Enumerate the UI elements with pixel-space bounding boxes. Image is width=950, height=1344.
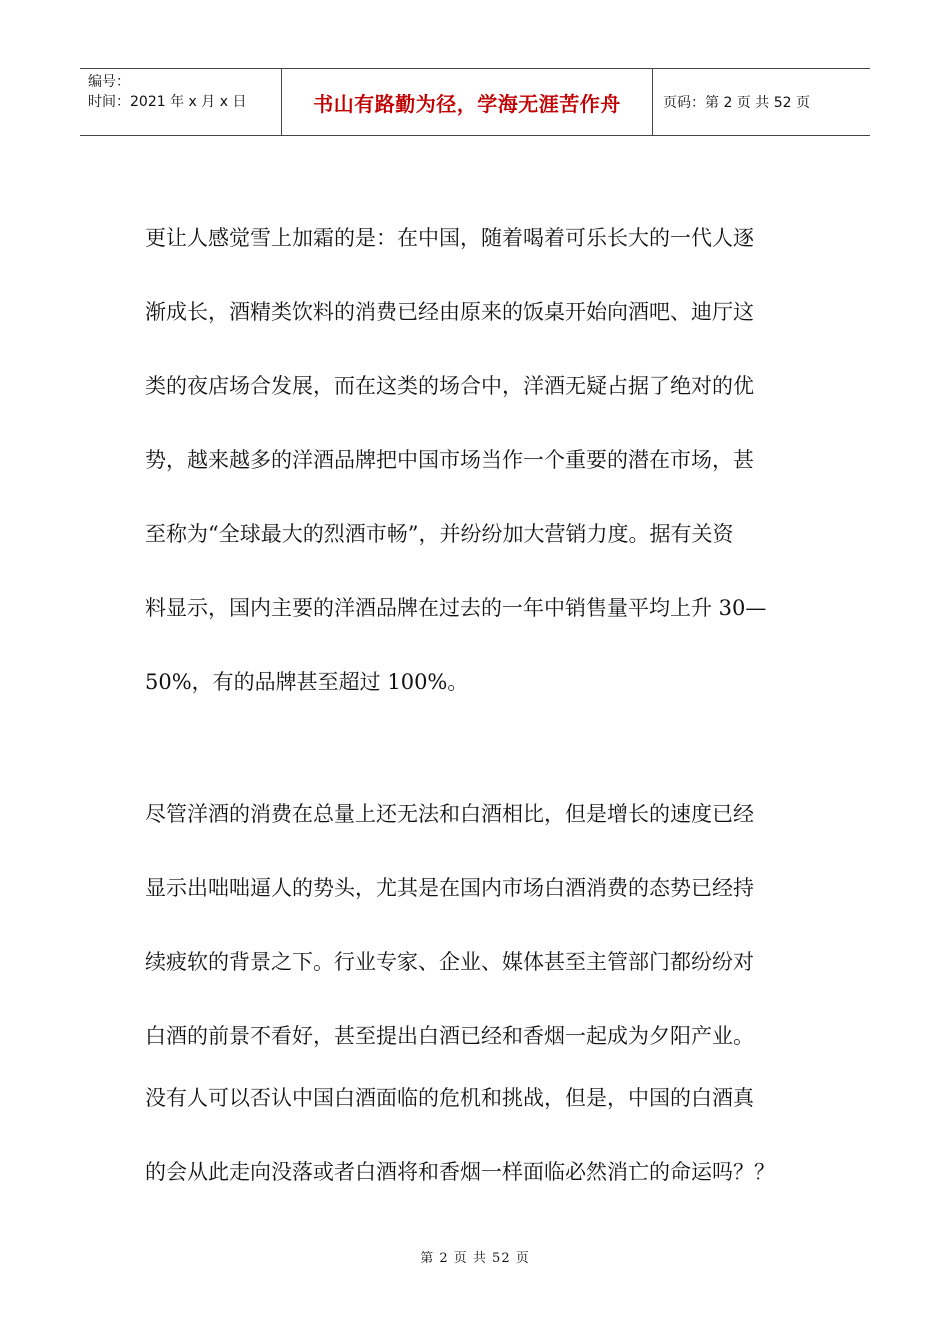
text-line: 更让人感觉雪上加霜的是：在中国，随着喝着可乐长大的一代人逐 <box>145 226 754 250</box>
paragraph-1 <box>145 226 815 694</box>
document-date: 时间：2021 年 x 月 x 日 <box>88 94 247 110</box>
page-header <box>80 68 870 136</box>
header-motto: 书山有路勤为径，学海无涯苦作舟 <box>282 69 653 135</box>
text-line: 50%，有的品牌甚至超过 100%。 <box>145 670 469 694</box>
text-line: 势，越来越多的洋酒品牌把中国市场当作一个重要的潜在市场，甚 <box>145 448 754 472</box>
document-number-label: 编号： <box>88 74 130 90</box>
text-line: 渐成长，酒精类饮料的消费已经由原来的饭桌开始向酒吧、迪厅这 <box>145 300 754 324</box>
text-line: 至称为“全球最大的烈酒市畅”，并纷纷加大营销力度。据有关资 <box>145 522 734 546</box>
header-page-info: 页码：第 2 页 共 52 页 <box>663 95 810 111</box>
header-meta <box>80 69 282 135</box>
text-line: 显示出咄咄逼人的势头，尤其是在国内市场白酒消费的态势已经持 <box>145 876 754 900</box>
text-line: 没有人可以否认中国白酒面临的危机和挑战，但是，中国的白酒真 <box>145 1086 754 1110</box>
text-line: 的会从此走向没落或者白酒将和香烟一样面临必然消亡的命运吗？？ <box>145 1160 775 1184</box>
text-line: 白酒的前景不看好，甚至提出白酒已经和香烟一起成为夕阳产业。 <box>145 1024 754 1048</box>
page-footer: 第 2 页 共 52 页 <box>420 1251 530 1266</box>
text-line: 尽管洋酒的消费在总量上还无法和白酒相比，但是增长的速度已经 <box>145 802 754 826</box>
paragraph-3 <box>145 1086 815 1184</box>
paragraph-2 <box>145 802 815 1048</box>
text-line: 类的夜店场合发展，而在这类的场合中，洋酒无疑占据了绝对的优 <box>145 374 754 398</box>
text-line: 料显示，国内主要的洋酒品牌在过去的一年中销售量平均上升 30— <box>145 596 767 620</box>
text-line: 续疲软的背景之下。行业专家、企业、媒体甚至主管部门都纷纷对 <box>145 950 754 974</box>
document-body <box>145 226 815 1184</box>
